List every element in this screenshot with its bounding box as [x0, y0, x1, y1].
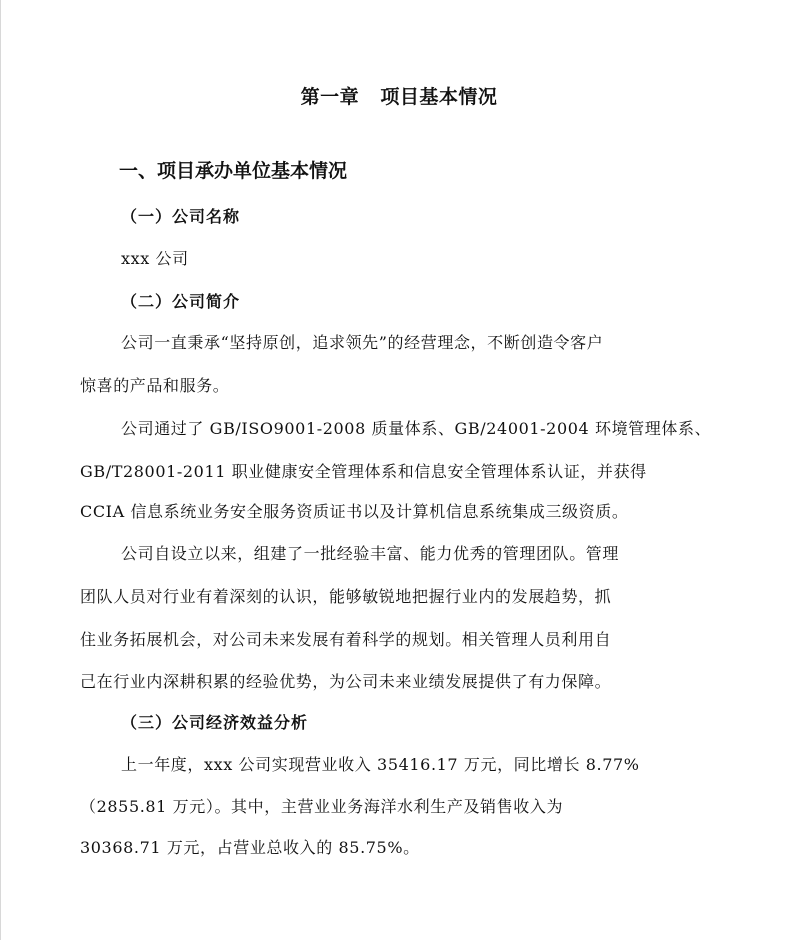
intro-para2-line2: GB/T28001-2011 职业健康安全管理体系和信息安全管理体系认证，并获得 — [80, 462, 647, 481]
intro-para2-line1: 公司通过了 GB/ISO9001-2008 质量体系、GB/24001-2004 环境管理体系、 — [121, 419, 712, 438]
intro-para3-line3: 住业务拓展机会，对公司未来发展有着科学的规划。相关管理人员利用自 — [80, 630, 612, 649]
section-heading: 一、项目承办单位基本情况 — [119, 160, 348, 182]
economic-para-line1: 上一年度，xxx 公司实现营业收入 35416.17 万元，同比增长 8.77% — [121, 755, 640, 774]
economic-para-line3: 30368.71 万元，占营业总收入的 85.75%。 — [80, 838, 420, 857]
intro-para3-line4: 己在行业内深耕积累的经验优势，为公司未来业绩发展提供了有力保障。 — [80, 672, 612, 691]
intro-para1-line1: 公司一直秉承“坚持原创，追求领先”的经营理念，不断创造令客户 — [121, 333, 604, 352]
intro-para2-line3: CCIA 信息系统业务安全服务资质证书以及计算机信息系统集成三级资质。 — [80, 502, 629, 521]
company-name-text: xxx 公司 — [121, 249, 189, 268]
subsection-heading-company-intro: （二）公司简介 — [121, 292, 241, 311]
economic-para-line2: （2855.81 万元）。其中，主营业业务海洋水利生产及销售收入为 — [80, 797, 564, 816]
intro-para1-line2: 惊喜的产品和服务。 — [80, 376, 230, 395]
subsection-heading-company-name: （一）公司名称 — [121, 207, 241, 226]
subsection-heading-economic-analysis: （三）公司经济效益分析 — [121, 713, 309, 732]
intro-para3-line2: 团队人员对行业有着深刻的认识，能够敏锐地把握行业内的发展趋势，抓 — [80, 587, 612, 606]
intro-para3-line1: 公司自设立以来，组建了一批经验丰富、能力优秀的管理团队。管理 — [121, 544, 620, 563]
chapter-title: 第一章 项目基本情况 — [300, 86, 498, 108]
